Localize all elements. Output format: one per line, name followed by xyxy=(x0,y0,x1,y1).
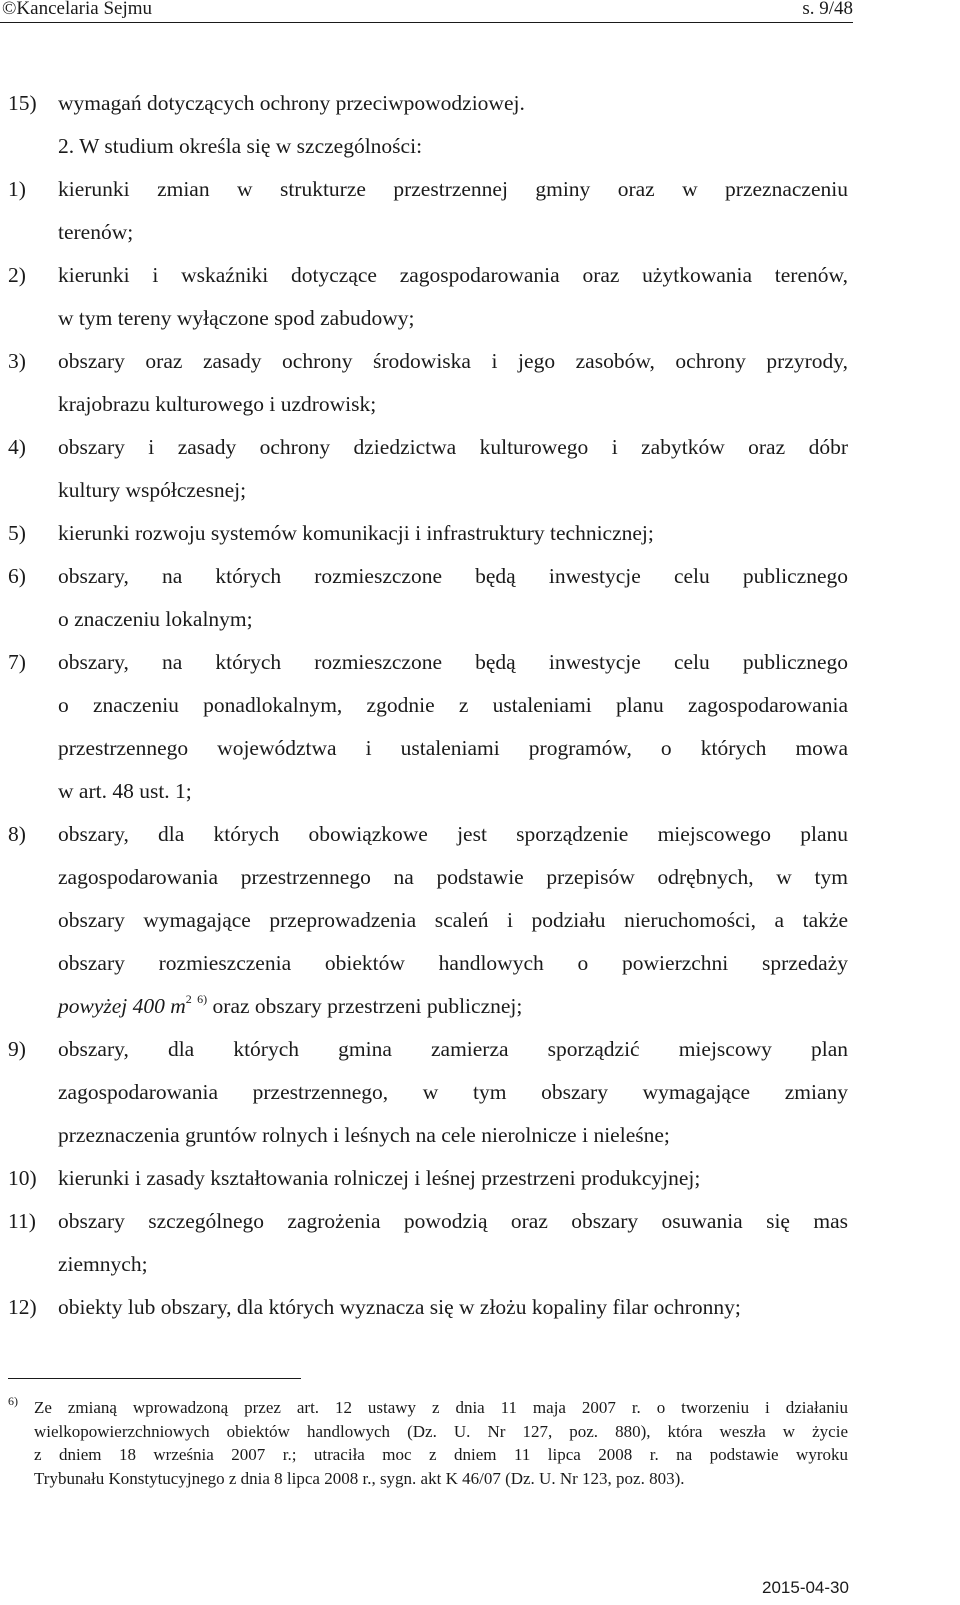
item-number: 8) xyxy=(8,822,26,846)
list-item-6 xyxy=(8,555,848,598)
item-text: zagospodarowania przestrzennego na podstawie przepisów odrębnych, w tym xyxy=(58,865,848,889)
item-text: kierunki i zasady kształtowania rolniczej i leśnej przestrzeni produkcyjnej; xyxy=(58,1166,701,1190)
item-number: 2) xyxy=(8,263,26,287)
item-text: obszary rozmieszczenia obiektów handlowych o powierzchni sprzedaży xyxy=(58,951,848,975)
item-number: 3) xyxy=(8,349,26,373)
list-item-8 xyxy=(8,813,848,856)
list-item-15 xyxy=(8,82,848,125)
list-item-2 xyxy=(8,254,848,297)
list-item-8-cont xyxy=(8,942,848,985)
item-text: obszary szczególnego zagrożenia powodzią oraz obszary osuwania się mas xyxy=(58,1209,848,1233)
item-number: 15) xyxy=(8,91,37,115)
superscript-exponent: 2 xyxy=(185,992,192,1006)
item-text: ziemnych; xyxy=(58,1252,148,1276)
paragraph-text: 2. W studium określa się w szczególności: xyxy=(58,134,423,158)
list-item-8-cont xyxy=(8,985,848,1028)
item-number: 4) xyxy=(8,435,26,459)
item-text-rest: oraz obszary przestrzeni publicznej; xyxy=(207,994,523,1018)
list-item-10 xyxy=(8,1157,848,1200)
list-item-7-cont xyxy=(8,770,848,813)
list-item-4-cont xyxy=(8,469,848,512)
footnote-separator xyxy=(8,1378,301,1379)
item-text: obszary wymagające przeprowadzenia scaleń i podziału nieruchomości, a także xyxy=(58,908,848,932)
item-text: kierunki rozwoju systemów komunikacji i infrastruktury technicznej; xyxy=(58,521,654,545)
list-item-4 xyxy=(8,426,848,469)
document-body xyxy=(8,82,848,1329)
list-item-9 xyxy=(8,1028,848,1071)
item-number: 12) xyxy=(8,1295,37,1319)
item-text: obszary, dla których gmina zamierza sporządzić miejscowy plan xyxy=(58,1037,848,1061)
list-item-1-cont xyxy=(8,211,848,254)
paragraph-2 xyxy=(8,125,848,168)
footnote xyxy=(8,1396,848,1490)
list-item-7 xyxy=(8,641,848,684)
list-item-7-cont xyxy=(8,727,848,770)
footnote-line xyxy=(8,1443,848,1467)
list-item-2-cont xyxy=(8,297,848,340)
item-text: kierunki i wskaźniki dotyczące zagospodarowania oraz użytkowania terenów, xyxy=(58,263,848,287)
item-text: wymagań dotyczących ochrony przeciwpowodziowej. xyxy=(58,91,525,115)
amended-text: powyżej 400 m xyxy=(58,994,186,1018)
item-text: w tym tereny wyłączone spod zabudowy; xyxy=(58,306,415,330)
footnote-text: Ze zmianą wprowadzoną przez art. 12 ustawy z dnia 11 maja 2007 r. o tworzeniu i działaniu xyxy=(34,1398,848,1417)
list-item-11 xyxy=(8,1200,848,1243)
footnote-ref-6: 6) xyxy=(197,992,208,1006)
list-item-3-cont xyxy=(8,383,848,426)
item-text: przeznaczenia gruntów rolnych i leśnych na cele nierolnicze i nieleśne; xyxy=(58,1123,670,1147)
item-number: 11) xyxy=(8,1209,36,1233)
item-text: obiekty lub obszary, dla których wyznacza się w złożu kopaliny filar ochronny; xyxy=(58,1295,741,1319)
item-number: 7) xyxy=(8,650,26,674)
document-date: 2015-04-30 xyxy=(762,1578,849,1597)
list-item-6-cont xyxy=(8,598,848,641)
item-text: obszary, dla których obowiązkowe jest sporządzenie miejscowego planu xyxy=(58,822,848,846)
item-text: zagospodarowania przestrzennego, w tym obszary wymagające zmiany xyxy=(58,1080,848,1104)
item-text: o znaczeniu lokalnym; xyxy=(58,607,253,631)
list-item-8-cont xyxy=(8,899,848,942)
list-item-1 xyxy=(8,168,848,211)
item-number: 5) xyxy=(8,521,26,545)
item-text: krajobrazu kulturowego i uzdrowisk; xyxy=(58,392,377,416)
item-text: o znaczeniu ponadlokalnym, zgodnie z ustaleniami planu zagospodarowania xyxy=(58,693,848,717)
item-text: obszary, na których rozmieszczone będą inwestycje celu publicznego xyxy=(58,650,848,674)
page-header xyxy=(0,0,853,23)
header-copyright: ©Kancelaria Sejmu xyxy=(2,0,153,19)
list-item-9-cont xyxy=(8,1114,848,1157)
item-text: obszary oraz zasady ochrony środowiska i jego zasobów, ochrony przyrody, xyxy=(58,349,848,373)
footnote-text: z dniem 18 września 2007 r.; utraciła moc z dniem 11 lipca 2008 r. na podstawie wyroku xyxy=(34,1445,848,1464)
list-item-3 xyxy=(8,340,848,383)
footnote-text: wielkopowierzchniowych obiektów handlowych (Dz. U. Nr 127, poz. 880), która weszła w życie xyxy=(34,1421,848,1441)
item-text: kultury współczesnej; xyxy=(58,478,247,502)
item-number: 6) xyxy=(8,564,26,588)
item-text: w art. 48 ust. 1; xyxy=(58,779,192,803)
list-item-11-cont xyxy=(8,1243,848,1286)
item-number: 1) xyxy=(8,177,26,201)
item-text: obszary i zasady ochrony dziedzictwa kulturowego i zabytków oraz dóbr xyxy=(58,435,848,459)
list-item-12 xyxy=(8,1286,848,1329)
item-text: przestrzennego województwa i ustaleniami programów, o których mowa xyxy=(58,736,848,760)
item-text: kierunki zmian w strukturze przestrzennej gminy oraz w przeznaczeniu xyxy=(58,177,848,201)
list-item-5 xyxy=(8,512,848,555)
header-page-number: s. 9/48 xyxy=(802,0,853,19)
footnote-mark: 6) xyxy=(8,1394,18,1408)
footnote-line xyxy=(8,1396,848,1420)
item-number: 9) xyxy=(8,1037,26,1061)
list-item-7-cont xyxy=(8,684,848,727)
footnote-text: Trybunału Konstytucyjnego z dnia 8 lipca 2008 r., sygn. akt K 46/07 (Dz. U. Nr 123, poz. 803). xyxy=(34,1468,685,1488)
footnote-line xyxy=(8,1467,848,1491)
item-text: obszary, na których rozmieszczone będą inwestycje celu publicznego xyxy=(58,564,848,588)
list-item-9-cont xyxy=(8,1071,848,1114)
footnote-line xyxy=(8,1420,848,1444)
item-text: terenów; xyxy=(58,220,134,244)
item-text-last xyxy=(58,985,522,1028)
item-number: 10) xyxy=(8,1166,37,1190)
list-item-8-cont xyxy=(8,856,848,899)
